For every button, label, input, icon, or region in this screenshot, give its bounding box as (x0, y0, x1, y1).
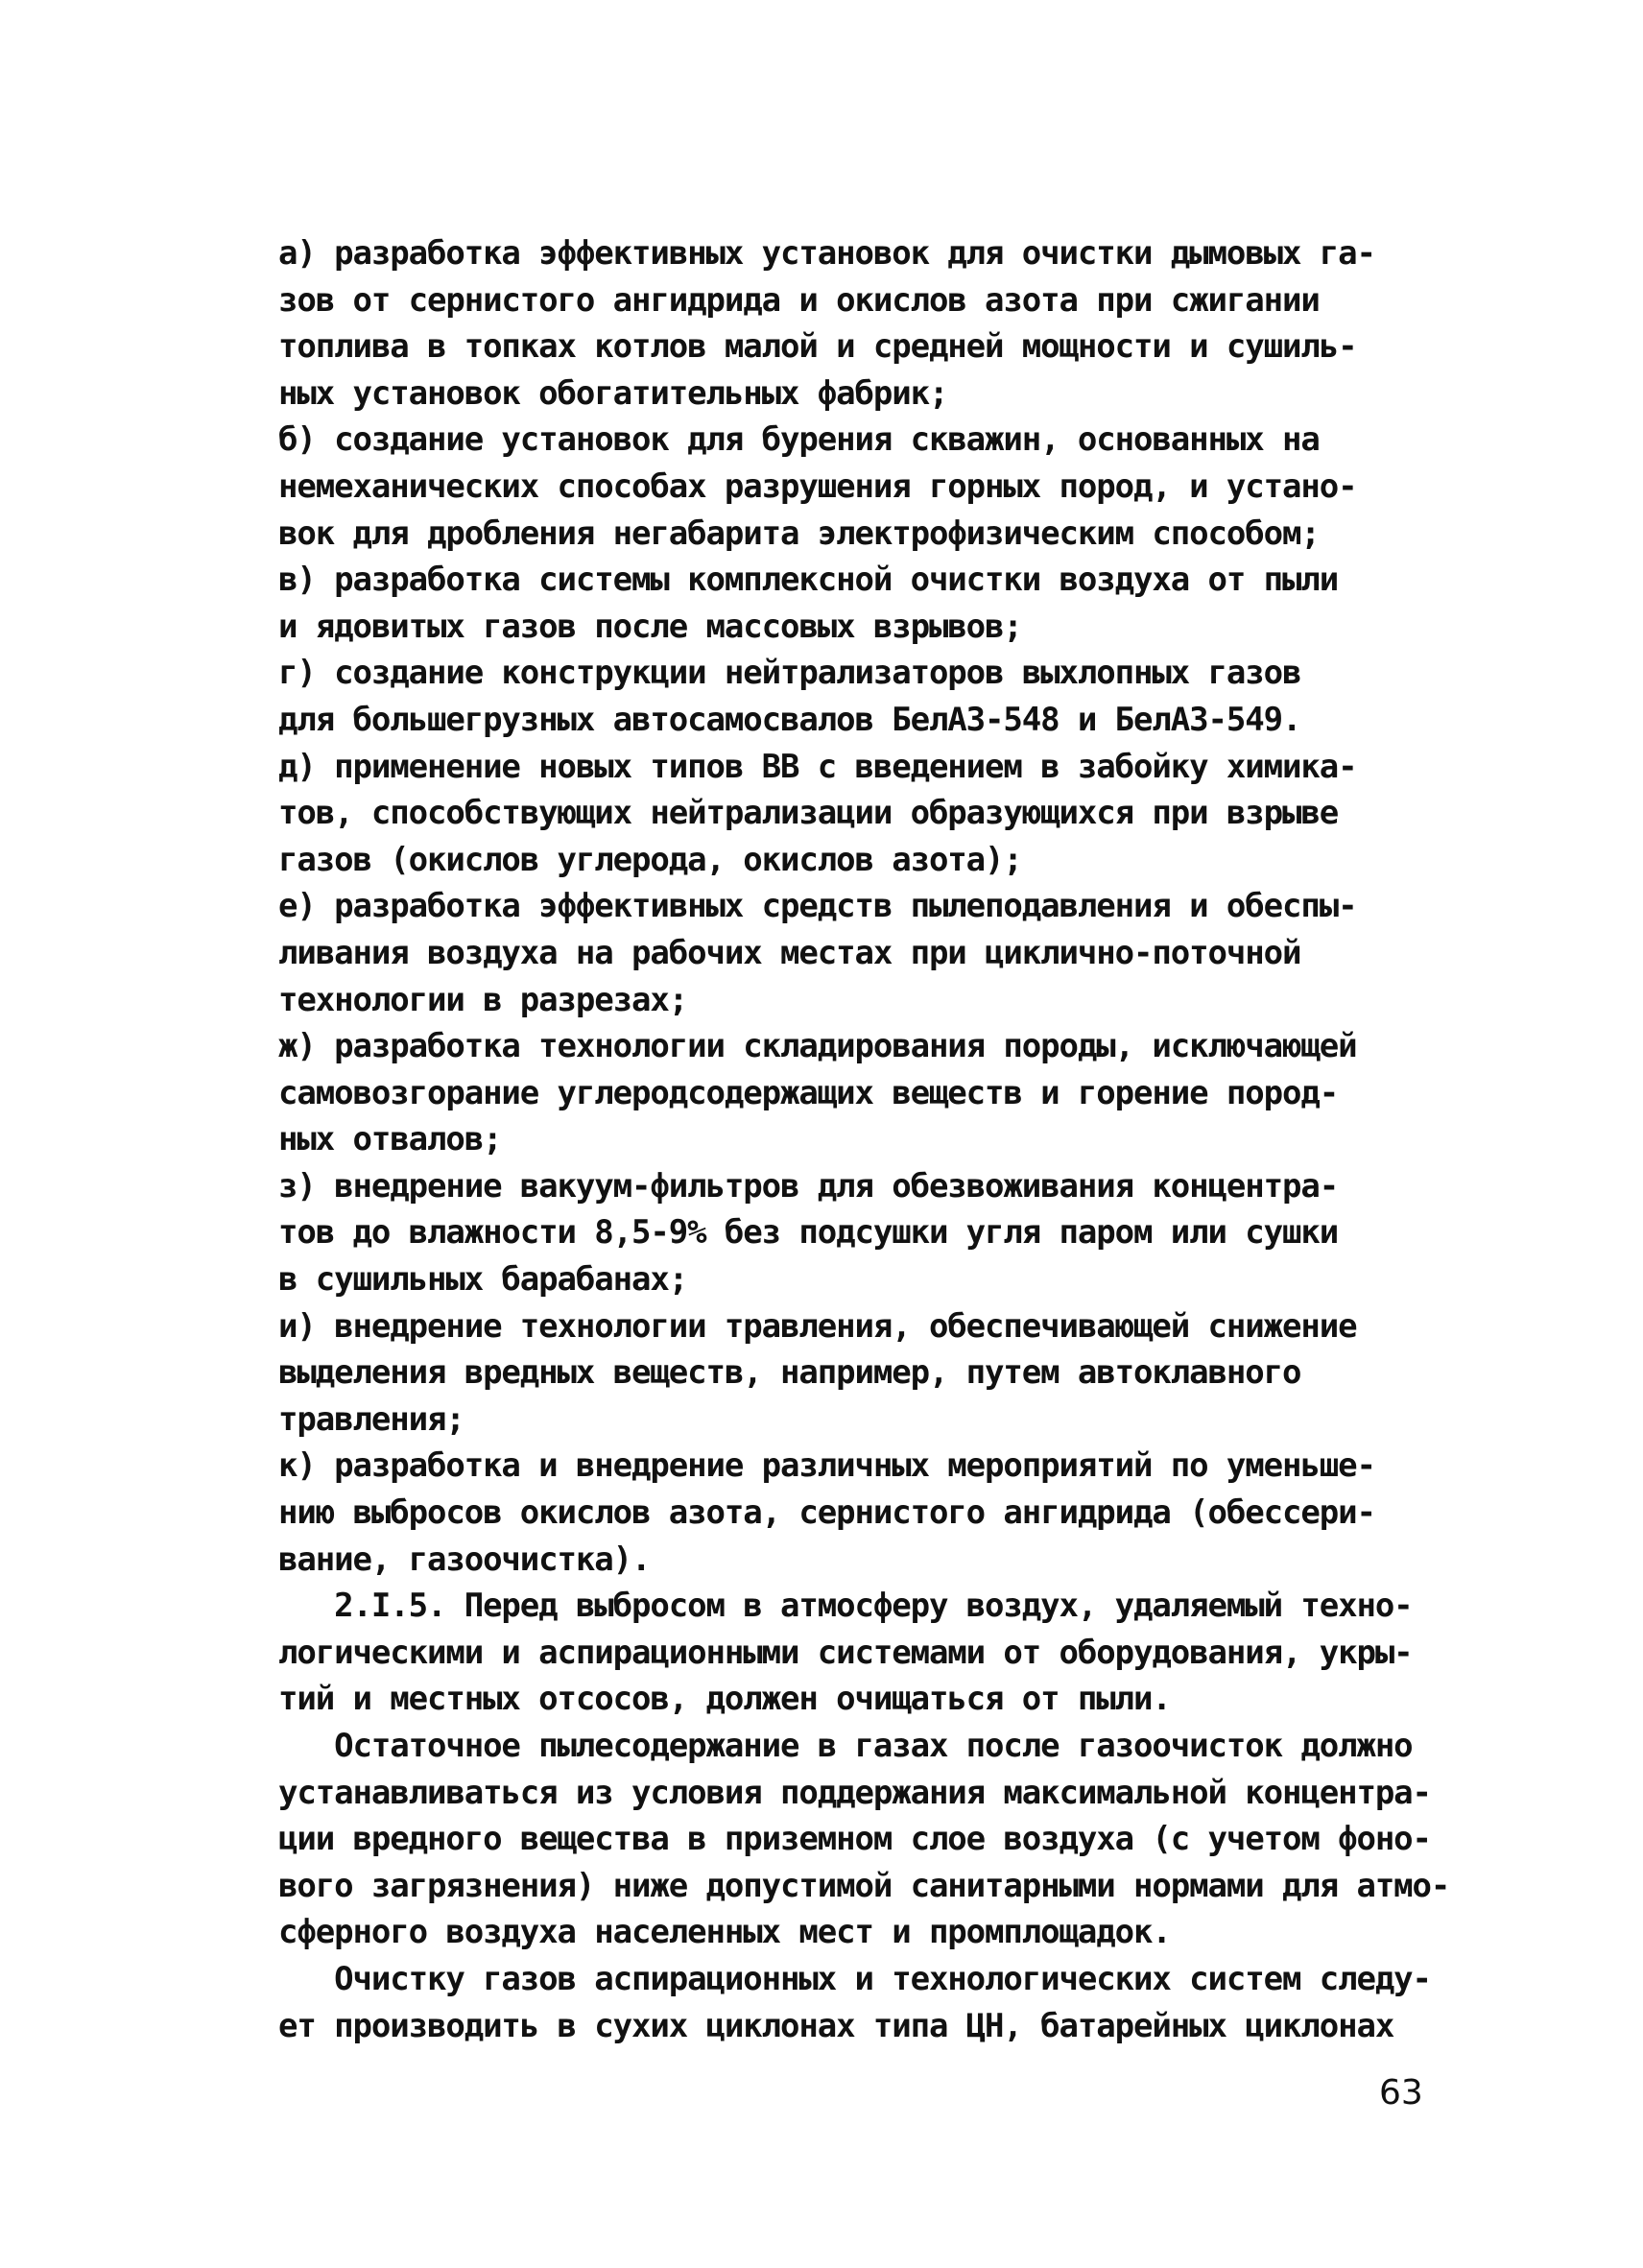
body-text (278, 230, 1450, 2049)
text-line: 2.I.5. Перед выбросом в атмосферу воздух, удаляемый техно- (278, 1587, 1413, 1626)
text-line: ных установок обогатительных фабрик; (278, 373, 948, 413)
text-line: выделения вредных веществ, например, путем автоклавного (278, 1353, 1301, 1393)
text-line: самовозгорание углеродсодержащих веществ и горение пород- (278, 1073, 1339, 1112)
text-line: в) разработка системы комплексной очистки воздуха от пыли (278, 561, 1339, 600)
text-line: ет производить в сухих циклонах типа ЦН, батарейных циклонах (278, 2006, 1394, 2045)
text-line: немеханических способах разрушения горных пород, и устано- (278, 466, 1357, 506)
text-line: ции вредного вещества в приземном слое воздуха (с учетом фоно- (278, 1820, 1431, 1859)
text-line: сферного воздуха населенных мест и промплощадок. (278, 1913, 1171, 1952)
text-line: тов, способствующих нейтрализации образующихся при взрыве (278, 794, 1339, 833)
text-line: ных отвалов; (278, 1120, 502, 1159)
text-line: тов до влажности 8,5-9% без подсушки угля паром или сушки (278, 1213, 1339, 1253)
text-line: для большегрузных автосамосвалов БелАЗ-548 и БелАЗ-549. (278, 700, 1301, 739)
page-number: 63 (1379, 2073, 1423, 2113)
text-line: д) применение новых типов ВВ с введением в забойку химика- (278, 747, 1357, 786)
text-line: ливания воздуха на рабочих местах при циклично-поточной (278, 933, 1301, 972)
text-line: травления; (278, 1399, 464, 1439)
text-line: в сушильных барабанах; (278, 1260, 688, 1300)
text-line: зов от сернистого ангидрида и окислов азота при сжигании (278, 280, 1320, 320)
text-line: вок для дробления негабарита электрофизическим способом; (278, 513, 1320, 553)
text-line: а) разработка эффективных установок для очистки дымовых га- (278, 234, 1375, 273)
text-line: тий и местных отсосов, должен очищаться от пыли. (278, 1680, 1171, 1719)
text-line: технологии в разрезах; (278, 980, 688, 1019)
text-line: и ядовитых газов после массовых взрывов; (278, 607, 1022, 646)
text-line: и) внедрение технологии травления, обеспечивающей снижение (278, 1306, 1357, 1346)
text-line: Остаточное пылесодержание в газах после газоочисток должно (278, 1727, 1413, 1765)
text-line: ж) разработка технологии складирования породы, исключающей (278, 1027, 1357, 1066)
text-line: к) разработка и внедрение различных мероприятий по уменьше- (278, 1446, 1375, 1486)
text-line: г) создание конструкции нейтрализаторов выхлопных газов (278, 654, 1301, 693)
text-line: вого загрязнения) ниже допустимой санитарными нормами для атмо- (278, 1866, 1450, 1905)
text-line: е) разработка эффективных средств пылеподавления и обеспы- (278, 887, 1357, 926)
text-line: Очистку газов аспирационных и технологических систем следу- (278, 1959, 1431, 1998)
text-line: логическими и аспирационными системами от оборудования, укры- (278, 1633, 1413, 1672)
text-line: газов (окислов углерода, окислов азота); (278, 840, 1022, 879)
text-line: вание, газоочистка). (278, 1540, 651, 1579)
text-line: топлива в топках котлов малой и средней мощности и сушиль- (278, 327, 1357, 367)
text-line: нию выбросов окислов азота, сернистого ангидрида (обессери- (278, 1493, 1375, 1533)
text-line: устанавливаться из условия поддержания максимальной концентра- (278, 1773, 1431, 1812)
text-line: б) создание установок для бурения скважин, основанных на (278, 420, 1320, 460)
text-line: з) внедрение вакуум-фильтров для обезвоживания концентра- (278, 1166, 1339, 1206)
